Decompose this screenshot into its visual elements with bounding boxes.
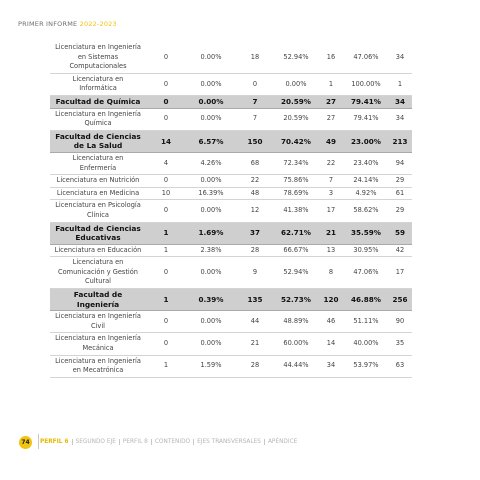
cell-count-b: 44 bbox=[236, 311, 274, 333]
cell-total: 42 bbox=[388, 244, 412, 257]
cell-count-b: 28 bbox=[236, 244, 274, 257]
cell-percent-b: 66.67% bbox=[274, 244, 318, 257]
program-name: Licenciatura en Informática bbox=[50, 73, 146, 95]
cell-percent-a: 4.26% bbox=[186, 152, 236, 174]
cell-count-c: 120 bbox=[318, 289, 344, 311]
cell-count-a: 10 bbox=[146, 187, 186, 200]
cell-count-b: 0 bbox=[236, 73, 274, 95]
cell-total: 90 bbox=[388, 311, 412, 333]
cell-percent-a: 2.38% bbox=[186, 244, 236, 257]
cell-percent-c: 23.00% bbox=[344, 130, 388, 152]
cell-count-a: 0 bbox=[146, 333, 186, 355]
cell-total: 34 bbox=[388, 42, 412, 73]
program-row bbox=[50, 257, 412, 289]
program-row bbox=[50, 152, 412, 174]
cell-count-a: 1 bbox=[146, 355, 186, 377]
program-name: Licenciatura en Nutrición bbox=[50, 175, 146, 188]
cell-percent-a: 0.00% bbox=[186, 95, 236, 108]
program-name: Licenciatura en Ingeniería Mecánica bbox=[50, 333, 146, 355]
cell-count-a: 0 bbox=[146, 95, 186, 108]
cell-count-a: 0 bbox=[146, 257, 186, 289]
program-row bbox=[50, 42, 412, 73]
cell-percent-b: 20.59% bbox=[274, 95, 318, 108]
cell-count-c: 21 bbox=[318, 222, 344, 244]
cell-count-b: 9 bbox=[236, 257, 274, 289]
cell-total: 34 bbox=[388, 108, 412, 130]
program-row bbox=[50, 244, 412, 257]
program-name: Licenciatura en Ingeniería Civil bbox=[50, 311, 146, 333]
faculty-name: Facultad de Ciencias Educativas bbox=[50, 222, 146, 244]
cell-count-c: 22 bbox=[318, 152, 344, 174]
cell-total: 29 bbox=[388, 200, 412, 222]
cell-total: 94 bbox=[388, 152, 412, 174]
cell-percent-b: 72.34% bbox=[274, 152, 318, 174]
cell-percent-c: 40.00% bbox=[344, 333, 388, 355]
cell-percent-b: 48.89% bbox=[274, 311, 318, 333]
report-header bbox=[18, 20, 117, 28]
program-row bbox=[50, 200, 412, 222]
cell-percent-c: 51.11% bbox=[344, 311, 388, 333]
footer-nav-item[interactable]: CONTENIDO bbox=[155, 439, 194, 445]
page-number-badge: 74 bbox=[19, 436, 32, 449]
cell-percent-a: 0.00% bbox=[186, 311, 236, 333]
program-name: Licenciatura en Ingeniería en Sistemas Computacionales bbox=[50, 42, 146, 73]
program-row bbox=[50, 355, 412, 377]
cell-percent-c: 79.41% bbox=[344, 108, 388, 130]
footer-nav-item[interactable]: PERFIL 8 bbox=[123, 439, 152, 445]
cell-percent-b: 62.71% bbox=[274, 222, 318, 244]
cell-count-a: 1 bbox=[146, 222, 186, 244]
cell-count-c: 13 bbox=[318, 244, 344, 257]
cell-count-c: 8 bbox=[318, 257, 344, 289]
cell-percent-b: 52.94% bbox=[274, 42, 318, 73]
cell-count-a: 14 bbox=[146, 130, 186, 152]
faculty-name: Facultad de Química bbox=[50, 95, 146, 108]
cell-count-c: 17 bbox=[318, 200, 344, 222]
cell-count-b: 48 bbox=[236, 187, 274, 200]
cell-percent-c: 47.06% bbox=[344, 42, 388, 73]
footer-nav-item[interactable]: APÉNDICE bbox=[267, 439, 298, 445]
cell-percent-a: 0.39% bbox=[186, 289, 236, 311]
footer-nav-item[interactable]: SEGUNDO EJE bbox=[76, 439, 120, 445]
cell-count-c: 46 bbox=[318, 311, 344, 333]
cell-count-a: 0 bbox=[146, 311, 186, 333]
program-name: Licenciatura en Psicología Clínica bbox=[50, 200, 146, 222]
cell-total: 213 bbox=[388, 130, 412, 152]
cell-percent-b: 20.59% bbox=[274, 108, 318, 130]
cell-count-b: 21 bbox=[236, 333, 274, 355]
statistics-table bbox=[50, 42, 412, 378]
cell-count-a: 0 bbox=[146, 108, 186, 130]
cell-percent-b: 0.00% bbox=[274, 73, 318, 95]
cell-total: 17 bbox=[388, 257, 412, 289]
cell-percent-c: 24.14% bbox=[344, 175, 388, 188]
program-row bbox=[50, 311, 412, 333]
program-row bbox=[50, 108, 412, 130]
cell-total: 1 bbox=[388, 73, 412, 95]
cell-total: 256 bbox=[388, 289, 412, 311]
cell-percent-a: 1.69% bbox=[186, 222, 236, 244]
cell-percent-c: 4.92% bbox=[344, 187, 388, 200]
cell-percent-b: 75.86% bbox=[274, 175, 318, 188]
cell-percent-c: 100.00% bbox=[344, 73, 388, 95]
cell-percent-c: 30.95% bbox=[344, 244, 388, 257]
cell-total: 35 bbox=[388, 333, 412, 355]
program-row bbox=[50, 73, 412, 95]
cell-count-a: 0 bbox=[146, 175, 186, 188]
program-name: Licenciatura en Educación bbox=[50, 244, 146, 257]
cell-count-a: 0 bbox=[146, 73, 186, 95]
program-name: Licenciatura en Ingeniería Química bbox=[50, 108, 146, 130]
cell-count-b: 135 bbox=[236, 289, 274, 311]
faculty-row bbox=[50, 95, 412, 108]
cell-total: 61 bbox=[388, 187, 412, 200]
cell-percent-a: 0.00% bbox=[186, 333, 236, 355]
cell-percent-c: 53.97% bbox=[344, 355, 388, 377]
cell-percent-b: 41.38% bbox=[274, 200, 318, 222]
cell-count-c: 34 bbox=[318, 355, 344, 377]
cell-count-b: 7 bbox=[236, 108, 274, 130]
footer-nav-item[interactable]: PERFIL 6 bbox=[40, 439, 73, 445]
cell-count-a: 1 bbox=[146, 244, 186, 257]
cell-percent-c: 46.88% bbox=[344, 289, 388, 311]
cell-count-c: 27 bbox=[318, 108, 344, 130]
cell-count-c: 14 bbox=[318, 333, 344, 355]
cell-count-b: 37 bbox=[236, 222, 274, 244]
cell-count-c: 3 bbox=[318, 187, 344, 200]
cell-percent-b: 70.42% bbox=[274, 130, 318, 152]
cell-count-b: 7 bbox=[236, 95, 274, 108]
program-name: Licenciatura en Ingeniería en Mecatrónica bbox=[50, 355, 146, 377]
cell-percent-c: 23.40% bbox=[344, 152, 388, 174]
cell-percent-b: 78.69% bbox=[274, 187, 318, 200]
cell-percent-a: 0.00% bbox=[186, 200, 236, 222]
cell-count-a: 0 bbox=[146, 200, 186, 222]
cell-total: 34 bbox=[388, 95, 412, 108]
cell-total: 29 bbox=[388, 175, 412, 188]
cell-percent-b: 60.00% bbox=[274, 333, 318, 355]
cell-percent-a: 0.00% bbox=[186, 42, 236, 73]
program-name: Licenciatura en Medicina bbox=[50, 187, 146, 200]
table-body bbox=[50, 42, 412, 377]
footer-nav-item[interactable]: EJES TRANSVERSALES bbox=[197, 439, 265, 445]
faculty-name: Facultad de Ciencias de La Salud bbox=[50, 130, 146, 152]
cell-percent-a: 16.39% bbox=[186, 187, 236, 200]
cell-count-c: 49 bbox=[318, 130, 344, 152]
cell-percent-a: 0.00% bbox=[186, 108, 236, 130]
faculty-row bbox=[50, 289, 412, 311]
cell-count-b: 150 bbox=[236, 130, 274, 152]
program-row bbox=[50, 175, 412, 188]
cell-percent-b: 52.94% bbox=[274, 257, 318, 289]
footer-navigation bbox=[40, 439, 303, 445]
cell-percent-a: 0.00% bbox=[186, 73, 236, 95]
cell-count-b: 28 bbox=[236, 355, 274, 377]
cell-count-c: 1 bbox=[318, 73, 344, 95]
cell-count-a: 4 bbox=[146, 152, 186, 174]
cell-count-a: 1 bbox=[146, 289, 186, 311]
program-name: Licenciatura en Enfermería bbox=[50, 152, 146, 174]
report-title: PRIMER INFORME bbox=[18, 20, 78, 28]
cell-percent-c: 79.41% bbox=[344, 95, 388, 108]
cell-percent-c: 58.62% bbox=[344, 200, 388, 222]
cell-count-b: 68 bbox=[236, 152, 274, 174]
faculty-row bbox=[50, 130, 412, 152]
footer-divider bbox=[38, 434, 39, 449]
cell-percent-b: 52.73% bbox=[274, 289, 318, 311]
report-year: 2022-2023 bbox=[79, 20, 117, 28]
cell-count-b: 18 bbox=[236, 42, 274, 73]
program-row bbox=[50, 333, 412, 355]
cell-percent-a: 0.00% bbox=[186, 257, 236, 289]
faculty-row bbox=[50, 222, 412, 244]
cell-percent-a: 6.57% bbox=[186, 130, 236, 152]
cell-total: 59 bbox=[388, 222, 412, 244]
cell-percent-c: 47.06% bbox=[344, 257, 388, 289]
cell-count-c: 7 bbox=[318, 175, 344, 188]
cell-percent-b: 44.44% bbox=[274, 355, 318, 377]
program-name: Licenciatura en Comunicación y Gestión Cultural bbox=[50, 257, 146, 289]
cell-count-c: 16 bbox=[318, 42, 344, 73]
cell-count-b: 22 bbox=[236, 175, 274, 188]
cell-percent-a: 0.00% bbox=[186, 175, 236, 188]
program-row bbox=[50, 187, 412, 200]
cell-count-b: 12 bbox=[236, 200, 274, 222]
cell-total: 63 bbox=[388, 355, 412, 377]
cell-count-c: 27 bbox=[318, 95, 344, 108]
cell-percent-a: 1.59% bbox=[186, 355, 236, 377]
faculty-name: Facultad de Ingeniería bbox=[50, 289, 146, 311]
cell-percent-c: 35.59% bbox=[344, 222, 388, 244]
cell-count-a: 0 bbox=[146, 42, 186, 73]
